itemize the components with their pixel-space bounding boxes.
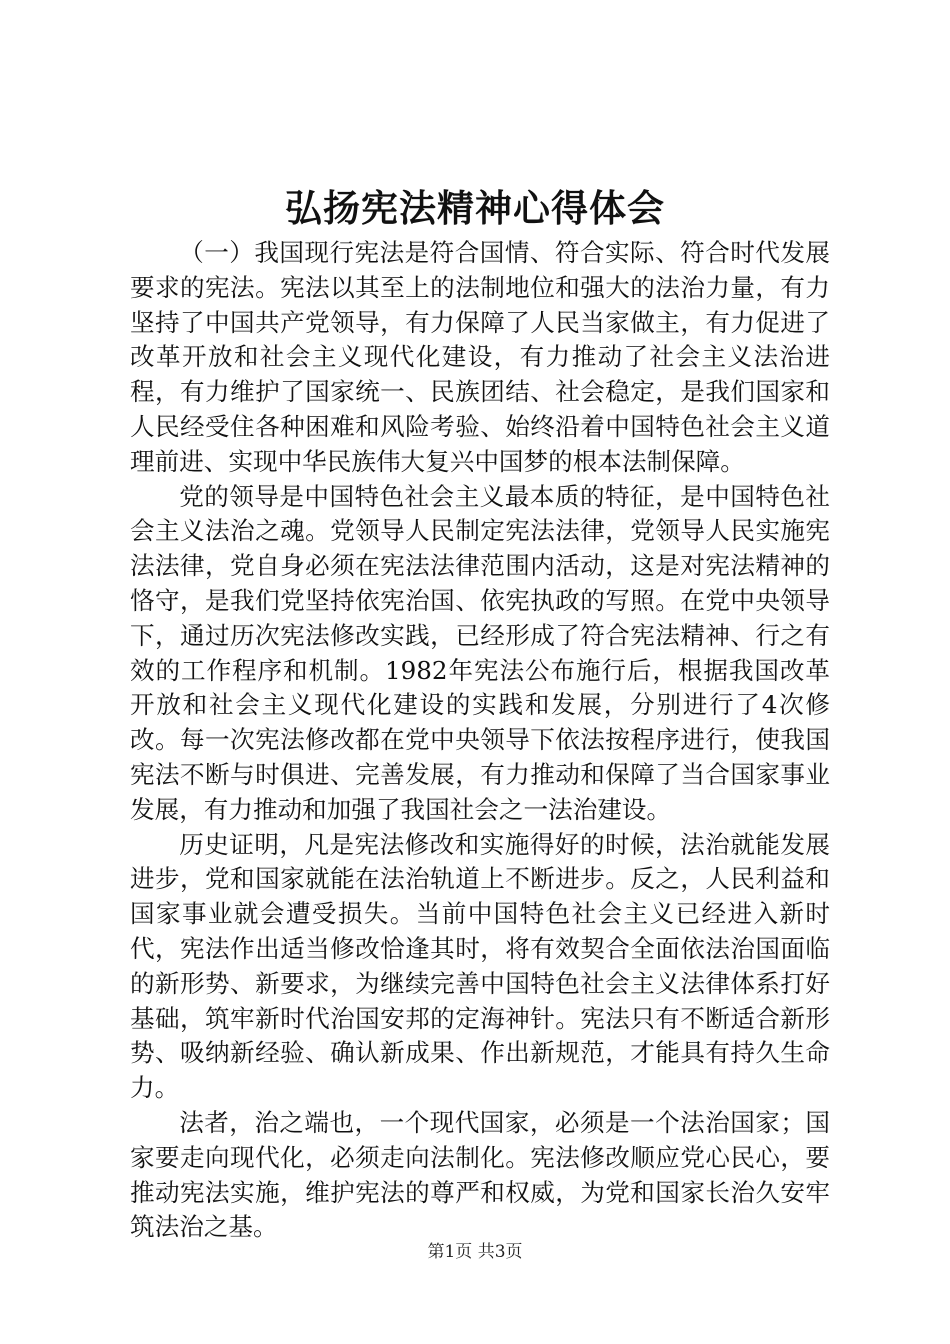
paragraph-1: （一）我国现行宪法是符合国情、符合实际、符合时代发展要求的宪法。宪法以其至上的法制地位和强大的法治力量，有力坚持了中国共产党领导，有力保障了人民当家做主，有力促进了改革开放和社会主义现代化建设，有力推动了社会主义法治进程，有力维护了国家统一、民族团结、社会稳定，是我们国家和人民经受住各种困难和风险考验、始终沿着中国特色社会主义道理前进、实现中华民族伟大复兴中国梦的根本法制保障。 — [130, 238, 830, 476]
paragraph-4: 法者，治之端也，一个现代国家，必须是一个法治国家；国家要走向现代化，必须走向法制化。宪法修改顺应党心民心，要推动宪法实施，维护宪法的尊严和权威，为党和国家长治久安牢筑法治之基。 — [130, 1107, 830, 1242]
page-number-footer: 第1页 共3页 — [427, 1242, 523, 1262]
document-body — [130, 236, 830, 1245]
paragraph-3: 历史证明，凡是宪法修改和实施得好的时候，法治就能发展进步，党和国家就能在法治轨道上不断进步。反之，人民利益和国家事业就会遭受损失。当前中国特色社会主义已经进入新时代，宪法作出适当修改恰逢其时，将有效契合全面依法治国面临的新形势、新要求，为继续完善中国特色社会主义法律体系打好基础，筑牢新时代治国安邦的定海神针。宪法只有不断适合新形势、吸纳新经验、确认新成果、作出新规范，才能具有持久生命力。 — [130, 829, 830, 1103]
document-title: 弘扬宪法精神心得体会 — [285, 186, 665, 230]
paragraph-2: 党的领导是中国特色社会主义最本质的特征，是中国特色社会主义法治之魂。党领导人民制定宪法法律，党领导人民实施宪法法律，党自身必须在宪法法律范围内活动，这是对宪法精神的恪守，是我们党坚持依宪治国、依宪执政的写照。在党中央领导下，通过历次宪法修改实践，已经形成了符合宪法精神、行之有效的工作程序和机制。1982年宪法公布施行后，根据我国改革开放和社会主义现代化建设的实践和发展，分别进行了4次修改。每一次宪法修改都在党中央领导下依法按程序进行，使我国宪法不断与时俱进、完善发展，有力推动和保障了当合国家事业发展，有力推动和加强了我国社会之一法治建设。 — [130, 481, 830, 824]
